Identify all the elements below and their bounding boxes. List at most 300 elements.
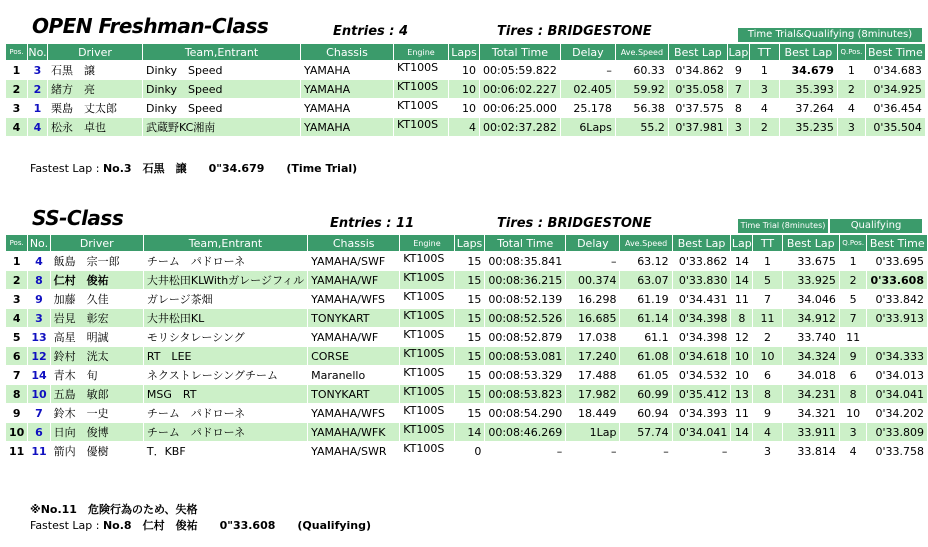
driver-cell: 岩見 彰宏: [51, 309, 143, 327]
avg-speed-cell: 61.19: [637, 292, 669, 306]
column-header: Best Lap: [673, 235, 731, 251]
driver-cell: 五島 敏郎: [51, 385, 143, 403]
laps-cell: 15: [467, 368, 482, 382]
number-cell: 4: [28, 118, 47, 136]
tt-best-lap-cell: 34.679: [791, 63, 834, 77]
best-time-cell: [867, 328, 927, 346]
open-tires: Tires : BRIDGESTONE: [497, 24, 652, 39]
column-header: Engine: [394, 44, 448, 60]
number-cell: 6: [28, 423, 49, 441]
column-header: TT: [753, 235, 781, 251]
engine-cell: KT100S: [403, 328, 445, 341]
best-lap-cell: 0'33.862: [678, 254, 728, 268]
ss-time-trial-header: Time Trial (8minutes): [738, 219, 828, 233]
best-lap-cell: 0'37.575: [675, 101, 724, 115]
tt-best-lap-cell: 34.324: [783, 347, 839, 365]
delay-cell: 25.178: [573, 101, 612, 115]
driver-cell: 青木 旬: [53, 369, 98, 382]
tt-cell: 4: [760, 101, 768, 115]
column-header: Lap: [728, 45, 749, 59]
number-cell: 3: [33, 63, 42, 77]
laps-cell: 15: [467, 254, 482, 268]
best-lap-cell: 0'34.618: [673, 347, 731, 365]
chassis-cell: Maranello: [311, 368, 366, 382]
column-header: Best Time: [866, 44, 925, 60]
best-lap-cell: 0'34.862: [675, 63, 724, 77]
laps-cell: 15: [455, 385, 485, 403]
pos-cell: 7: [12, 368, 21, 382]
pos-cell: 8: [6, 385, 27, 403]
engine-cell: KT100S: [400, 309, 453, 327]
lap-cell: 10: [734, 368, 749, 382]
column-header: Team,Entrant: [143, 44, 300, 60]
number-cell: 9: [35, 292, 43, 306]
engine-cell: KT100S: [403, 366, 445, 379]
engine-cell: KT100S: [403, 404, 445, 417]
engine-cell: KT100S: [403, 442, 445, 455]
chassis-cell: TONYKART: [308, 309, 399, 327]
total-time-cell: 00:08:53.081: [485, 347, 565, 365]
avg-speed-cell: 60.94: [637, 406, 669, 420]
engine-cell: KT100S: [394, 118, 448, 136]
total-time-cell: 00:08:52.526: [485, 309, 565, 327]
tt-cell: 1: [760, 63, 768, 77]
laps-cell: 15: [455, 347, 485, 365]
total-time-cell: 00:06:25.000: [483, 101, 557, 115]
delay-cell: 17.240: [566, 347, 619, 365]
ss-header-row: [6, 235, 927, 251]
avg-speed-cell: 60.33: [633, 63, 665, 77]
best-lap-cell: 0'34.041: [673, 423, 731, 441]
tt-cell: 10: [753, 347, 781, 365]
engine-cell: KT100S: [400, 347, 453, 365]
column-header: Chassis: [308, 235, 399, 251]
laps-cell: 10: [462, 63, 476, 77]
lap-cell: 8: [734, 101, 742, 115]
total-time-cell: 00:08:36.215: [485, 271, 565, 289]
number-cell: 8: [28, 271, 49, 289]
driver-cell: 鈴木 一史: [53, 407, 109, 420]
delay-cell: 17.038: [577, 330, 617, 344]
tt-cell: 2: [750, 118, 779, 136]
team-cell: チーム パドローネ: [144, 423, 307, 441]
tt-cell: 8: [753, 385, 781, 403]
team-cell: MSG RT: [144, 385, 307, 403]
ss-class-title: SS-Class: [32, 206, 124, 230]
pos-cell: 1: [12, 63, 21, 77]
total-time-cell: 00:08:53.329: [488, 368, 563, 382]
table-row: [6, 423, 927, 441]
best-time-cell: 0'33.913: [867, 309, 927, 327]
avg-speed-cell: –: [663, 444, 669, 458]
tt-cell: 9: [763, 406, 771, 420]
total-time-cell: 00:06:02.227: [480, 80, 560, 98]
lap-cell: 7: [728, 80, 749, 98]
pos-cell: 4: [6, 309, 27, 327]
open-entries: Entries : 4: [333, 24, 409, 39]
pos-cell: 3: [12, 292, 21, 306]
driver-cell: 緒方 亮: [48, 80, 142, 98]
best-lap-cell: 0'37.981: [669, 118, 727, 136]
tt-cell: 6: [763, 368, 771, 382]
table-row: [6, 328, 927, 346]
total-time-cell: 00:05:59.822: [483, 63, 557, 77]
table-row: [6, 61, 925, 79]
table-row: [6, 442, 927, 460]
column-header: Driver: [48, 44, 142, 60]
chassis-cell: YAMAHA/WFK: [308, 423, 399, 441]
column-header: Total Time: [480, 44, 560, 60]
pos-cell: 1: [12, 254, 21, 268]
avg-speed-cell: 63.12: [637, 254, 669, 268]
tt-cell: 3: [763, 444, 771, 458]
best-lap-cell: 0'34.398: [678, 330, 728, 344]
column-header: Driver: [51, 235, 143, 251]
open-header-row: [6, 44, 925, 60]
column-header: No.: [29, 236, 49, 250]
column-header: Ave.Speed: [620, 235, 671, 251]
tt-cell: 4: [753, 423, 781, 441]
chassis-cell: YAMAHA: [304, 101, 351, 115]
pos-cell: 2: [6, 80, 27, 98]
engine-cell: KT100S: [403, 252, 445, 265]
laps-cell: 10: [462, 101, 476, 115]
column-header: Best Time: [867, 235, 927, 251]
driver-cell: 箭内 優樹: [53, 445, 109, 458]
ss-table-body: [6, 252, 927, 460]
pos-cell: 3: [12, 101, 21, 115]
tt-best-lap-cell: 35.393: [780, 80, 837, 98]
total-time-cell: 00:08:52.139: [488, 292, 563, 306]
driver-cell: 石黒 譲: [51, 64, 95, 77]
avg-speed-cell: 59.92: [616, 80, 668, 98]
number-cell: 7: [35, 406, 43, 420]
qpos-cell: 5: [849, 292, 857, 306]
team-cell: Dinky Speed: [146, 64, 223, 77]
best-lap-cell: 0'34.532: [678, 368, 728, 382]
best-time-cell: 0'36.454: [873, 101, 922, 115]
column-header: Best Lap: [783, 235, 839, 251]
number-cell: 1: [33, 101, 42, 115]
engine-cell: KT100S: [400, 271, 453, 289]
pos-cell: 4: [6, 118, 27, 136]
team-cell: 大井松田KLWithガレージフィル: [144, 271, 307, 289]
number-cell: 11: [31, 444, 47, 458]
tt-best-lap-cell: 33.740: [797, 330, 836, 344]
qpos-cell: 1: [849, 254, 857, 268]
tt-best-lap-cell: 34.018: [797, 368, 836, 382]
best-lap-cell: 0'33.830: [673, 271, 731, 289]
qpos-cell: 2: [838, 80, 865, 98]
best-lap-cell: –: [721, 444, 728, 458]
team-cell: モリシタレーシング: [146, 331, 245, 344]
lap-cell: 11: [734, 292, 749, 306]
table-row: [6, 290, 927, 308]
tt-best-lap-cell: 33.911: [783, 423, 839, 441]
best-time-cell: 0'34.041: [867, 385, 927, 403]
laps-cell: 15: [455, 271, 485, 289]
tt-best-lap-cell: 35.235: [780, 118, 837, 136]
delay-cell: 1Lap: [566, 423, 619, 441]
column-header: Delay: [561, 44, 615, 60]
total-time-cell: 00:08:54.290: [488, 406, 563, 420]
laps-cell: 15: [467, 330, 482, 344]
column-header: No.: [28, 45, 47, 59]
tt-cell: 7: [763, 292, 771, 306]
qpos-cell: 8: [840, 385, 867, 403]
ss-qualifying-header: Qualifying: [830, 219, 922, 233]
tt-best-lap-cell: 37.264: [795, 101, 834, 115]
column-header: Laps: [449, 44, 479, 60]
delay-cell: 6Laps: [561, 118, 615, 136]
chassis-cell: TONYKART: [308, 385, 399, 403]
tt-best-lap-cell: 34.321: [797, 406, 836, 420]
total-time-cell: 00:08:53.823: [485, 385, 565, 403]
table-row: [6, 404, 927, 422]
total-time-cell: 00:08:35.841: [488, 254, 563, 268]
engine-cell: KT100S: [397, 99, 439, 112]
chassis-cell: YAMAHA/WFS: [311, 406, 385, 420]
lap-cell: 11: [734, 406, 749, 420]
delay-cell: 17.488: [577, 368, 617, 382]
ss-disqualification-note: [30, 501, 198, 517]
lap-cell: 3: [728, 118, 749, 136]
avg-speed-cell: 61.05: [637, 368, 669, 382]
tt-best-lap-cell: 33.675: [797, 254, 836, 268]
team-cell: Dinky Speed: [146, 102, 223, 115]
open-tt-qualifying-header: Time Trial&Qualifying (8minutes): [738, 28, 922, 42]
best-lap-cell: 0'35.412: [673, 385, 731, 403]
chassis-cell: YAMAHA/WF: [308, 271, 399, 289]
chassis-cell: YAMAHA: [301, 80, 393, 98]
delay-cell: 18.449: [577, 406, 617, 420]
open-fastest-label: Fastest Lap :: [30, 162, 100, 175]
delay-cell: 16.685: [566, 309, 619, 327]
pos-cell: 11: [9, 444, 25, 458]
qpos-cell: 1: [847, 63, 855, 77]
avg-speed-cell: 55.2: [616, 118, 668, 136]
column-header: Q.Pos.: [840, 235, 867, 251]
column-header: Engine: [400, 235, 453, 251]
column-header: Q.Pos.: [838, 44, 865, 60]
ss-fastest-value: No.8 仁村 俊祐 0"33.608 (Qualifying): [102, 519, 372, 532]
chassis-cell: YAMAHA/SWF: [311, 254, 386, 268]
open-table-body: [6, 61, 925, 136]
tt-best-lap-cell: 33.925: [783, 271, 839, 289]
number-cell: 13: [31, 330, 47, 344]
team-cell: RT LEE: [144, 347, 307, 365]
team-cell: チーム パドローネ: [146, 255, 246, 268]
avg-speed-cell: 63.07: [620, 271, 671, 289]
pos-cell: 9: [12, 406, 21, 420]
number-cell: 14: [31, 368, 47, 382]
open-results-table: [5, 43, 926, 137]
best-time-cell: 0'34.683: [873, 63, 922, 77]
column-header: Chassis: [301, 44, 393, 60]
best-lap-cell: 0'34.398: [673, 309, 731, 327]
team-cell: T．KBF: [146, 445, 186, 458]
lap-cell: 8: [731, 309, 752, 327]
tt-best-lap-cell: 34.231: [783, 385, 839, 403]
ss-fastest-label: Fastest Lap :: [30, 519, 100, 532]
chassis-cell: YAMAHA/WF: [311, 330, 379, 344]
qpos-cell: 4: [849, 444, 857, 458]
engine-cell: KT100S: [394, 80, 448, 98]
tt-cell: 11: [753, 309, 781, 327]
open-fastest-value: No.3 石黒 譲 0"34.679 (Time Trial): [102, 162, 358, 175]
avg-speed-cell: 57.74: [620, 423, 671, 441]
delay-cell: –: [610, 254, 617, 268]
driver-cell: 高星 明誠: [53, 331, 109, 344]
qpos-cell: 2: [840, 271, 867, 289]
lap-cell: 10: [731, 347, 752, 365]
chassis-cell: YAMAHA: [304, 63, 351, 77]
delay-cell: 16.298: [577, 292, 617, 306]
driver-cell: 松永 卓也: [48, 118, 142, 136]
column-header: Lap: [731, 236, 752, 250]
engine-cell: KT100S: [397, 61, 439, 74]
lap-cell: 14: [734, 254, 749, 268]
table-row: [6, 385, 927, 403]
total-time-cell: 00:08:46.269: [485, 423, 565, 441]
laps-cell: 4: [449, 118, 479, 136]
engine-cell: KT100S: [400, 423, 453, 441]
lap-cell: 9: [734, 63, 742, 77]
best-time-cell: 0'33.758: [875, 444, 924, 458]
column-header: Best Lap: [780, 44, 837, 60]
laps-cell: 10: [449, 80, 479, 98]
tt-cell: 1: [763, 254, 771, 268]
ss-note-text: ※No.11 危険行為のため、失格: [30, 503, 198, 516]
column-header: Total Time: [485, 235, 565, 251]
tt-cell: 2: [763, 330, 771, 344]
delay-cell: 00.374: [566, 271, 619, 289]
table-row: [6, 271, 927, 289]
chassis-cell: CORSE: [308, 347, 399, 365]
table-row: [6, 366, 927, 384]
team-cell: ネクストレーシングチーム: [146, 369, 279, 382]
laps-cell: 0: [474, 444, 482, 458]
qpos-cell: 9: [840, 347, 867, 365]
best-lap-cell: 0'34.431: [678, 292, 728, 306]
lap-cell: 13: [731, 385, 752, 403]
chassis-cell: YAMAHA/SWR: [311, 444, 387, 458]
qpos-cell: 10: [846, 406, 861, 420]
engine-cell: KT100S: [400, 385, 453, 403]
table-row: [6, 252, 927, 270]
table-row: [6, 118, 925, 136]
laps-cell: 14: [455, 423, 485, 441]
team-cell: 大井松田KL: [144, 309, 307, 327]
qpos-cell: 3: [840, 423, 867, 441]
team-cell: Dinky Speed: [143, 80, 300, 98]
tt-cell: 5: [753, 271, 781, 289]
ss-tires: Tires : BRIDGESTONE: [497, 216, 652, 231]
avg-speed-cell: 56.38: [633, 101, 665, 115]
delay-cell: 02.405: [561, 80, 615, 98]
number-cell: 10: [28, 385, 49, 403]
best-time-cell: 0'33.809: [867, 423, 927, 441]
ss-fastest-lap: [30, 517, 371, 533]
number-cell: 4: [35, 254, 43, 268]
laps-cell: 15: [467, 406, 482, 420]
driver-cell: 加藤 久佳: [53, 293, 109, 306]
table-row: [6, 309, 927, 327]
number-cell: 12: [28, 347, 49, 365]
column-header: Ave.Speed: [616, 44, 668, 60]
lap-cell: [731, 442, 752, 460]
qpos-cell: 11: [846, 330, 861, 344]
driver-cell: 鈴村 洸太: [51, 347, 143, 365]
avg-speed-cell: 61.14: [620, 309, 671, 327]
best-time-cell: 0'33.608: [867, 271, 927, 289]
best-lap-cell: 0'35.058: [669, 80, 727, 98]
lap-cell: 14: [731, 423, 752, 441]
total-time-cell: 00:02:37.282: [480, 118, 560, 136]
chassis-cell: YAMAHA/WFS: [311, 292, 385, 306]
best-time-cell: 0'33.695: [875, 254, 924, 268]
column-header: Pos.: [6, 235, 27, 251]
lap-cell: 12: [734, 330, 749, 344]
team-cell: ガレージ茶畑: [146, 293, 213, 306]
pos-cell: 2: [6, 271, 27, 289]
column-header: TT: [750, 44, 779, 60]
qpos-cell: 3: [838, 118, 865, 136]
open-class-title: OPEN Freshman-Class: [32, 14, 269, 38]
column-header: Pos.: [6, 44, 27, 60]
table-row: [6, 347, 927, 365]
laps-cell: 15: [455, 309, 485, 327]
delay-cell: –: [610, 444, 617, 458]
lap-cell: 14: [731, 271, 752, 289]
avg-speed-cell: 61.08: [620, 347, 671, 365]
engine-cell: KT100S: [403, 290, 445, 303]
best-lap-cell: 0'34.393: [678, 406, 728, 420]
tt-best-lap-cell: 34.046: [797, 292, 836, 306]
ss-entries: Entries : 11: [330, 216, 415, 231]
qpos-cell: 7: [840, 309, 867, 327]
tt-cell: 3: [750, 80, 779, 98]
pos-cell: 6: [6, 347, 27, 365]
total-time-cell: 00:08:52.879: [488, 330, 563, 344]
pos-cell: 10: [6, 423, 27, 441]
qpos-cell: 4: [847, 101, 855, 115]
number-cell: 2: [28, 80, 47, 98]
table-row: [6, 80, 925, 98]
column-header: Laps: [455, 235, 485, 251]
table-row: [6, 99, 925, 117]
driver-cell: 飯島 宗一郎: [53, 255, 120, 268]
laps-cell: 15: [467, 292, 482, 306]
qpos-cell: 6: [849, 368, 857, 382]
best-time-cell: 0'35.504: [866, 118, 925, 136]
avg-speed-cell: 61.1: [644, 330, 669, 344]
column-header: Delay: [566, 235, 619, 251]
best-time-cell: 0'33.842: [875, 292, 924, 306]
tt-best-lap-cell: 33.814: [797, 444, 836, 458]
driver-cell: 栗島 丈太郎: [51, 102, 117, 115]
delay-cell: 17.982: [566, 385, 619, 403]
best-time-cell: 0'34.925: [866, 80, 925, 98]
avg-speed-cell: 60.99: [620, 385, 671, 403]
tt-best-lap-cell: 34.912: [783, 309, 839, 327]
team-cell: 武蔵野KC湘南: [143, 118, 300, 136]
best-time-cell: 0'34.013: [875, 368, 924, 382]
team-cell: チーム パドローネ: [146, 407, 246, 420]
driver-cell: 仁村 俊祐: [51, 271, 143, 289]
chassis-cell: YAMAHA: [301, 118, 393, 136]
best-time-cell: 0'34.333: [867, 347, 927, 365]
